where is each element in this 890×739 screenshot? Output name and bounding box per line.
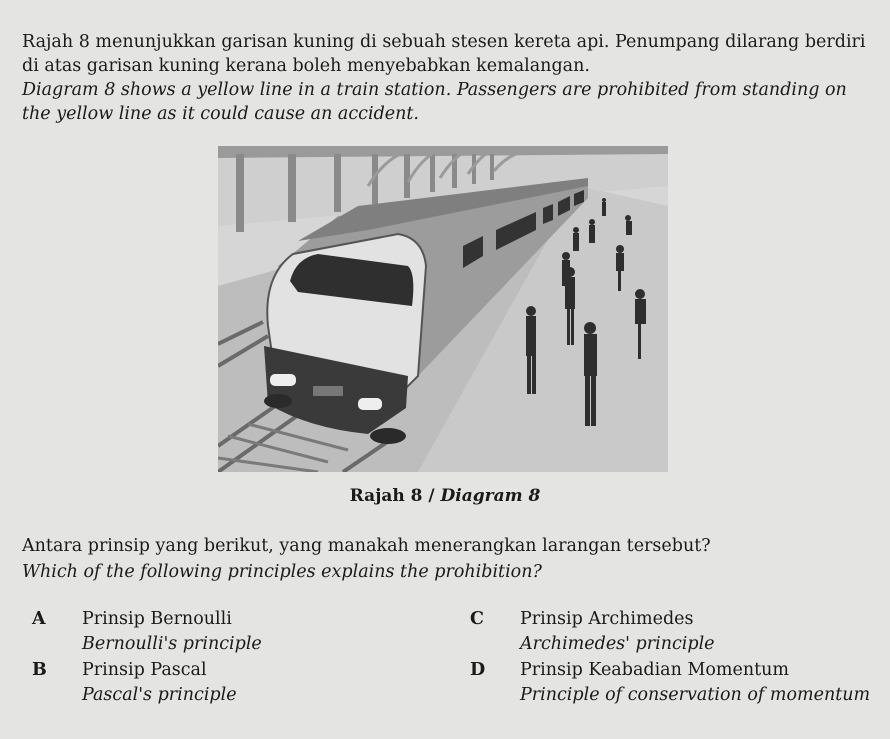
question-malay: Antara prinsip yang berikut, yang manakah menerangkan larangan tersebut?	[22, 536, 711, 556]
option-malay: Prinsip Archimedes	[520, 609, 694, 629]
option-letter: B	[32, 660, 47, 680]
option-english: Pascal's principle	[82, 685, 237, 705]
option-malay: Prinsip Pascal	[82, 660, 207, 680]
option-english: Bernoulli's principle	[82, 634, 262, 654]
option-letter: A	[32, 609, 46, 629]
intro-malay: Rajah 8 menunjukkan garisan kuning di sebuah stesen kereta api. Penumpang dilarang berdiri di atas garisan kuning kerana boleh menyebabkan kemalangan.	[22, 32, 866, 76]
option-letter: C	[470, 609, 484, 629]
diagram-caption	[0, 486, 890, 506]
intro-paragraph	[22, 30, 872, 126]
train-station-diagram	[218, 146, 668, 472]
intro-english: Diagram 8 shows a yellow line in a train station. Passengers are prohibited from standing on the yellow line as it could cause an accident.	[22, 80, 847, 124]
caption-malay: Rajah 8 /	[349, 486, 441, 506]
option-malay: Prinsip Bernoulli	[82, 609, 232, 629]
option-letter: D	[470, 660, 486, 680]
question-english: Which of the following principles explains the prohibition?	[22, 562, 542, 582]
question	[22, 533, 872, 585]
caption-english: Diagram 8	[440, 486, 541, 506]
option-english: Archimedes' principle	[520, 634, 715, 654]
option-english: Principle of conservation of momentum	[520, 685, 871, 705]
option-malay: Prinsip Keabadian Momentum	[520, 660, 790, 680]
